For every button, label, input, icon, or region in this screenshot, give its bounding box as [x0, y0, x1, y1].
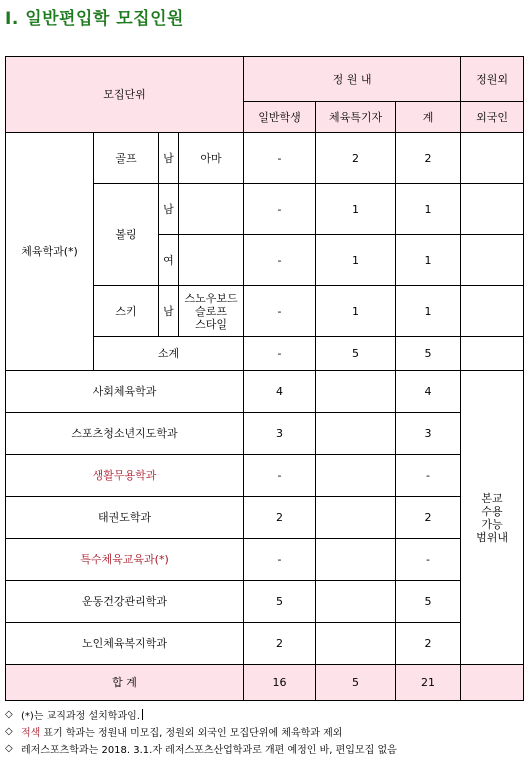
bowling-male-athlete: 1	[316, 184, 396, 235]
grand-total-label: 합 계	[6, 665, 244, 701]
header-unit: 모집단위	[6, 57, 244, 133]
footnotes	[5, 706, 528, 757]
dept-general: 4	[244, 371, 316, 413]
diamond-bullet-icon: ◇	[5, 709, 13, 720]
dept-athlete	[316, 413, 396, 455]
ski-sub-line-1: 스노우보드	[184, 291, 238, 305]
footnote-text: 레저스포츠학과는 2018. 3.1.자 레저스포츠산업학과로 개편 예정인 바, 편입모집 없음	[21, 745, 397, 756]
bowling-male-sub	[179, 184, 244, 235]
ski-foreign	[461, 286, 524, 337]
ski-sub-line-3: 스타일	[195, 317, 227, 331]
sport-golf: 골프	[94, 133, 159, 184]
dept-athlete	[316, 539, 396, 581]
dept-total: 4	[396, 371, 461, 413]
subtotal-foreign	[461, 337, 524, 371]
ski-sub	[179, 286, 244, 337]
dept-name: 사회체육학과	[6, 371, 244, 413]
dept-name: 노인체육복지학과	[6, 623, 244, 665]
golf-athlete: 2	[316, 133, 396, 184]
ski-general: -	[244, 286, 316, 337]
sport-ski: 스키	[94, 286, 159, 337]
grand-total-athlete: 5	[316, 665, 396, 701]
dept-general: 2	[244, 497, 316, 539]
dept-athlete	[316, 581, 396, 623]
golf-gender: 남	[159, 133, 179, 184]
footnote-text: (*)는 교직과정 설치학과임.	[21, 711, 140, 722]
golf-general: -	[244, 133, 316, 184]
dept-total: 2	[396, 497, 461, 539]
bowling-female-athlete: 1	[316, 235, 396, 286]
bowling-female-sub	[179, 235, 244, 286]
bowling-female-total: 1	[396, 235, 461, 286]
dept-name: 생활무용학과	[6, 455, 244, 497]
dept-athlete	[316, 455, 396, 497]
foreign-note-line-2: 수용	[481, 504, 503, 518]
dept-name: 스포츠청소년지도학과	[6, 413, 244, 455]
dept-total: -	[396, 539, 461, 581]
bowling-male-gender: 남	[159, 184, 179, 235]
subtotal-athlete: 5	[316, 337, 396, 371]
header-total: 계	[396, 102, 461, 133]
grand-total-total: 21	[396, 665, 461, 701]
grand-total-foreign	[461, 665, 524, 701]
dept-athlete	[316, 623, 396, 665]
sport-bowling: 볼링	[94, 184, 159, 286]
ski-sub-line-2: 슬로프	[195, 304, 227, 318]
header-outside-quota: 정원외	[461, 57, 524, 102]
dept-general: 5	[244, 581, 316, 623]
golf-sub: 아마	[179, 133, 244, 184]
dept-athlete	[316, 371, 396, 413]
dept-total: 5	[396, 581, 461, 623]
dept-general: -	[244, 539, 316, 581]
ski-gender: 남	[159, 286, 179, 337]
dept-name: 특수체육교육과(*)	[6, 539, 244, 581]
bowling-female-gender: 여	[159, 235, 179, 286]
dept-total: 3	[396, 413, 461, 455]
header-foreign: 외국인	[461, 102, 524, 133]
footnote-2	[5, 723, 528, 740]
dept-general: 3	[244, 413, 316, 455]
footnote-red-word: 적색	[21, 728, 41, 739]
foreign-note-line-4: 범위내	[476, 530, 508, 544]
golf-foreign	[461, 133, 524, 184]
bowling-female-general: -	[244, 235, 316, 286]
foreign-range-note	[461, 371, 524, 665]
dept-total: -	[396, 455, 461, 497]
ski-athlete: 1	[316, 286, 396, 337]
golf-total: 2	[396, 133, 461, 184]
footnote-1	[5, 706, 528, 723]
dept-general: -	[244, 455, 316, 497]
subtotal-total: 5	[396, 337, 461, 371]
dept-general: 2	[244, 623, 316, 665]
dept-total: 2	[396, 623, 461, 665]
dept-name: 운동건강관리학과	[6, 581, 244, 623]
diamond-bullet-icon: ◇	[5, 726, 13, 737]
subtotal-label: 소계	[94, 337, 244, 371]
footnote-text: 표기 학과는 정원내 미모집, 정원외 외국인 모집단위에 체육학과 제외	[43, 728, 343, 739]
pe-dept-name: 체육학과(*)	[6, 133, 94, 371]
foreign-note-line-1: 본교	[481, 491, 503, 505]
bowling-male-general: -	[244, 184, 316, 235]
header-within-quota: 정 원 내	[244, 57, 461, 102]
header-general: 일반학생	[244, 102, 316, 133]
bowling-male-foreign	[461, 184, 524, 235]
bowling-female-foreign	[461, 235, 524, 286]
subtotal-general: -	[244, 337, 316, 371]
recruitment-table	[5, 56, 524, 701]
ski-total: 1	[396, 286, 461, 337]
foreign-note-line-3: 가능	[481, 517, 503, 531]
diamond-bullet-icon: ◇	[5, 743, 13, 754]
bowling-male-total: 1	[396, 184, 461, 235]
dept-athlete	[316, 497, 396, 539]
dept-name: 태권도학과	[6, 497, 244, 539]
header-athlete: 체육특기자	[316, 102, 396, 133]
grand-total-general: 16	[244, 665, 316, 701]
footnote-3	[5, 740, 528, 757]
page-title: Ⅰ. 일반편입학 모집인원	[5, 9, 184, 29]
text-cursor	[142, 709, 143, 720]
